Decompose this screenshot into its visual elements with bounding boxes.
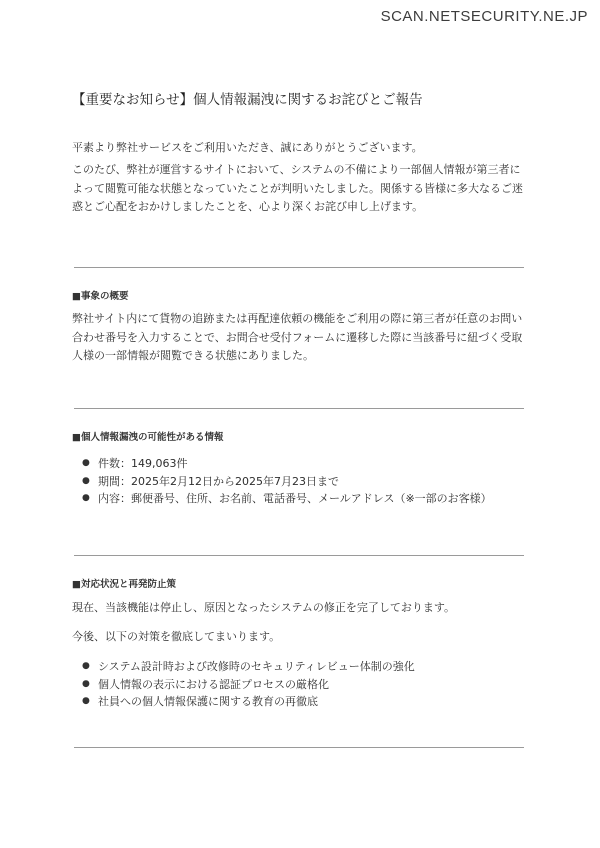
list-item: ● システム設計時および改修時のセキュリティレビュー体制の強化 (82, 658, 415, 676)
notice-title: 【重要なお知らせ】個人情報漏洩に関するお詫びとご報告 (72, 92, 423, 108)
list-item: ● 個人情報の表示における認証プロセスの厳格化 (82, 676, 415, 694)
leaked-info-list (82, 455, 492, 508)
incident-summary-body: 弊社サイト内にて貨物の追跡または再配達依頼の機能をご利用の際に第三者が任意のお問い合わせ番号を入力することで、お問合せ受付フォームに遷移した際に当該番号に紐づく受取人様の一部情報が閲覧できる状態にありました。 (72, 312, 523, 362)
list-item: ● 社員への個人情報保護に関する教育の再徹底 (82, 693, 415, 711)
section-divider (74, 267, 524, 268)
section-divider (74, 555, 524, 556)
countermeasures-heading: ■対応状況と再発防止策 (72, 579, 176, 590)
list-item-contents: ● 内容：郵便番号、住所、お名前、電話番号、メールアドレス（※一部のお客様） (82, 490, 492, 508)
list-item-period: ● 期間：2025年2月12日から2025年7月23日まで (82, 473, 492, 491)
section-divider (74, 747, 524, 748)
leaked-info-heading: ■個人情報漏洩の可能性がある情報 (72, 432, 224, 443)
section-divider (74, 408, 524, 409)
countermeasures-list (82, 658, 415, 711)
list-item-count: ● 件数：149,063件 (82, 455, 492, 473)
intro-paragraph: このたび、弊社が運営するサイトにおいて、システムの不備により一部個人情報が第三者によって閲覧可能な状態となっていたことが判明いたしました。関係する皆様に多大なるご迷惑とご心配をおかけしましたことを、心より深くお詫び申し上げます。 (72, 163, 523, 213)
greeting-paragraph: 平素より弊社サービスをご利用いただき、誠にありがとうございます。 (72, 141, 423, 154)
status-paragraph: 現在、当該機能は停止し、原因となったシステムの修正を完了しております。 (72, 601, 456, 614)
site-watermark: SCAN.NETSECURITY.NE.JP (380, 8, 588, 25)
incident-summary-heading: ■事象の概要 (72, 291, 129, 302)
countermeasures-lead: 今後、以下の対策を徹底してまいります。 (72, 630, 281, 643)
